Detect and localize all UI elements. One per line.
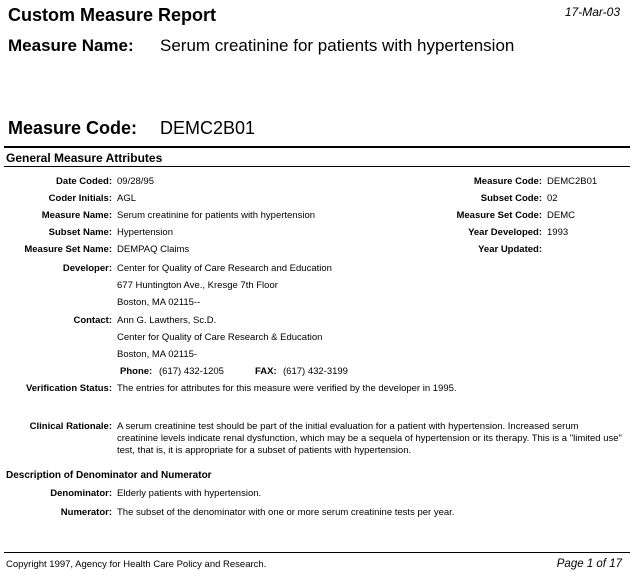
developer-line: 677 Huntington Ave., Kresge 7th Floor <box>117 280 278 291</box>
measure-name-label: Measure Name: <box>8 36 134 55</box>
section-divider <box>4 166 630 167</box>
numerator-label: Numerator: <box>60 507 112 518</box>
measure-code-label: Measure Code: <box>8 118 138 138</box>
denominator-value: Elderly patients with hypertension. <box>117 488 262 499</box>
coder-initials-label: Coder Initials: <box>48 193 112 204</box>
copyright-text: Copyright 1997, Agency for Health Care Policy and Research. <box>6 559 267 570</box>
verification-label: Verification Status: <box>25 383 112 394</box>
year-updated-label: Year Updated: <box>478 244 542 255</box>
fax-label: FAX: <box>255 366 277 377</box>
fax-value: (617) 432-3199 <box>283 366 348 377</box>
measure-code-value: DEMC2B01 <box>160 118 256 138</box>
section-title: General Measure Attributes <box>6 151 163 165</box>
year-developed-value: 1993 <box>547 227 569 238</box>
measure-name-value: Serum creatinine for patients with hypertension <box>160 36 515 55</box>
measure-set-code-label: Measure Set Code: <box>456 210 542 221</box>
attr-measure-code-value: DEMC2B01 <box>547 176 598 187</box>
attr-measure-name-value: Serum creatinine for patients with hypertension <box>117 210 316 221</box>
developer-line: Boston, MA 02115-- <box>117 297 201 308</box>
measure-set-code-value: DEMC <box>547 210 575 221</box>
numerator-value: The subset of the denominator with one or more serum creatinine tests per year. <box>117 507 455 518</box>
subset-name-value: Hypertension <box>117 227 173 238</box>
report-title: Custom Measure Report <box>8 5 217 25</box>
developer-label: Developer: <box>62 263 112 274</box>
verification-value: The entries for attributes for this measure were verified by the developer in 1995. <box>117 383 457 394</box>
year-developed-label: Year Developed: <box>468 227 542 238</box>
attr-measure-name-label: Measure Name: <box>41 210 112 221</box>
attr-measure-code-label: Measure Code: <box>473 176 542 187</box>
coder-initials-value: AGL <box>117 193 137 204</box>
contact-label: Contact: <box>73 315 112 326</box>
description-title: Description of Denominator and Numerator <box>6 470 212 481</box>
footer-divider <box>4 552 630 553</box>
subset-code-value: 02 <box>547 193 558 204</box>
denominator-label: Denominator: <box>50 488 112 499</box>
header-divider <box>4 146 630 148</box>
measure-set-name-value: DEMPAQ Claims <box>117 244 190 255</box>
clinical-rationale-label: Clinical Rationale: <box>29 421 112 432</box>
phone-label: Phone: <box>120 366 153 377</box>
phone-value: (617) 432-1205 <box>159 366 224 377</box>
developer-line: Center for Quality of Care Research and Education <box>117 263 332 274</box>
measure-set-name-label: Measure Set Name: <box>24 244 112 255</box>
date-coded-label: Date Coded: <box>56 176 112 187</box>
page-number: Page 1 of 17 <box>556 558 622 570</box>
subset-code-label: Subset Code: <box>480 193 542 204</box>
contact-line: Boston, MA 02115- <box>117 349 198 360</box>
subset-name-label: Subset Name: <box>48 227 112 238</box>
date-coded-value: 09/28/95 <box>117 176 154 187</box>
contact-line: Center for Quality of Care Research & Education <box>117 332 323 343</box>
clinical-rationale-value: A serum creatinine test should be part of the initial evaluation for a patient with hypertension. Increased serum creatinine levels indicate renal dysfunction, which may be a sequela of hypertension or its therapy. This is a "limited use" test, that is, it is appropriate for a subset of patients with hypertension. <box>117 421 622 456</box>
contact-line: Ann G. Lawthers, Sc.D. <box>117 315 217 326</box>
report-date: 17-Mar-03 <box>564 5 620 19</box>
